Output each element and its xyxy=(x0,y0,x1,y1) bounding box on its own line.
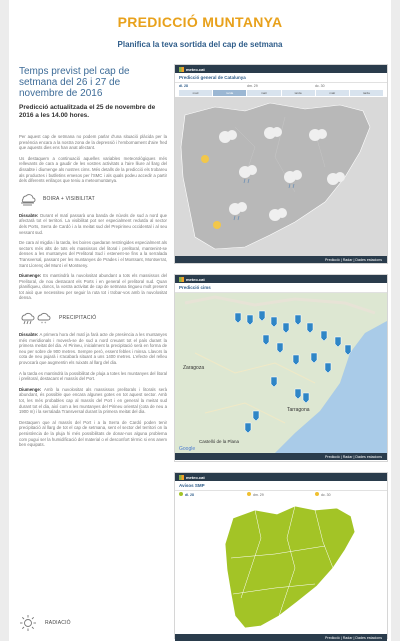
tab-period[interactable]: matí xyxy=(247,90,280,96)
alert-region-map xyxy=(175,498,387,634)
day-label: dl. 28 xyxy=(179,84,188,88)
widget-title: Avisos SMP xyxy=(175,481,387,491)
widget-topbar xyxy=(175,473,387,481)
section-paragraph: Destaquen que al massís del Port i a la Serra de Cardó poden tenir precipitació al llarg de tot el cap de setmana, sent el sector del territori on la persistència de la pluja hi més possibilitats de donar-nos alguna problema com pugui ser la humidificació del material o el desconfort tèrmic si ens anem ben equipats. xyxy=(19,419,167,448)
page-title: PREDICCIÓ MUNTANYA xyxy=(117,14,283,30)
alert-day-row xyxy=(175,491,387,498)
city-label: Zaragoza xyxy=(183,365,205,371)
widget-topbar xyxy=(175,65,387,73)
terrain-map xyxy=(175,293,387,453)
catalonia-map xyxy=(175,97,387,256)
alert-day[interactable]: dm. 29 xyxy=(247,492,315,497)
page xyxy=(9,0,391,641)
section-paragraph: Dissabte: A primera hora del matí ja farà acte de presència a les muntanyes més meridionals i moverà-se de sud a nord creuant tot el país durant la primera meitat del dia. Al Pirineu, inicialment la precipitació serà en forma de neu per sobre de 900 metres. Sempre però, essent febles i minsa. Llavors la cota de neu pujarà i s'acabarà situant a uns 1400 metres. L'efecte del relleu provocarà que augmentin els ruixats al llarg del dia. xyxy=(19,332,167,366)
section-paragraph: De cara al migdia i la tarda, les boires quedaran restringides especialment als sectors més alts de tots els massissos del litoral i prelitoral, mantenint-se denses a les muntanyes del Prelitoral Sud i estenent-se fins a la serralada Transversal, passant per les muntanyes de Prades i el Montsant, Montserrat, Sant Llorenç del Munt i el Montseny. xyxy=(19,240,167,268)
widget-title: Predicció general de Catalunya xyxy=(175,73,387,83)
alert-day[interactable]: dc. 30 xyxy=(315,492,383,497)
day-label: dm. 29 xyxy=(247,84,258,88)
section-header-rain xyxy=(19,309,167,327)
tab-period[interactable]: tarda xyxy=(213,90,246,96)
article xyxy=(19,66,167,453)
section-label: RADIACIÓ xyxy=(45,620,71,626)
alerts-map[interactable] xyxy=(175,498,387,634)
svg-text:* *: * * xyxy=(41,321,47,327)
fog-icon xyxy=(19,192,37,206)
intro-paragraph: Us destaquem a continuació aquelles variables meteorològiques més rellevants de cara a gaudir de les vostres activitats a l'aire lliure al llarg del dissabte i diumenge als nostres cims. Més detalls de la predicció els trobareu als productes i butlletins emesos per l'SMC i als quals podeu accedir a partir dels diferents enllaços que teniu a meteomuntanya. xyxy=(19,155,167,184)
section-paragraph: Diumenge: Amb la nuvolositat als massissos prelitorals i litorals serà abundant, és possible que encara algunes gotes en tot aquest sector. Amb tot, les més probables cap al massís del Port i en general la meitat sud durant tot el dia, així com a les muntanyes del Pirineu oriental (cota de neu a 1900 m) i la serralada Transversal durant la primera meitat del dia. xyxy=(19,386,167,415)
widget-title: Predicció cims xyxy=(175,283,387,293)
section-header-fog xyxy=(19,190,167,208)
forecast-map[interactable] xyxy=(175,97,387,256)
day-label: dc. 30 xyxy=(315,84,325,88)
page-subtitle: Planifica la teva sortida del cap de setmana xyxy=(117,40,283,49)
city-label: Castelló de la Plana xyxy=(199,439,240,444)
tab-period[interactable]: matí xyxy=(316,90,349,96)
section-paragraph: Dissabte: Durant el matí passarà una banda de núvols de sud a nord que afectarà tot el territori. La visibilitat pot ser especialment reduïda al sector dels Ports, Serra de Cardó i a la meitat sud del Prepirineu occidental i al seu vessant sud. xyxy=(19,212,167,235)
rain-icon xyxy=(19,310,53,326)
map-credit: Google xyxy=(179,446,196,452)
intro-paragraph: Per aquest cap de setmana no podem parlar d'una situació plàcida per la presència encara a la nostra zona de la depressió i l'embornament d'aire fred que aquests dies ens han anat afectant. xyxy=(19,134,167,151)
forecast-heading: Temps previst pel cap de setmana del 26 i 27 de novembre de 2016 xyxy=(19,66,130,99)
widget-footer[interactable]: Predicció | Radar | Dades estacions xyxy=(175,634,387,641)
alerts-widget xyxy=(174,472,388,639)
peaks-map[interactable] xyxy=(175,293,387,453)
tab-period[interactable]: tarda xyxy=(282,90,315,96)
widget-footer[interactable]: Predicció | Radar | Dades estacions xyxy=(175,256,387,263)
widget-topbar xyxy=(175,275,387,283)
forecast-widget xyxy=(174,64,388,264)
meteocat-logo: meteo.cat xyxy=(179,67,205,72)
widget-footer[interactable]: Predicció | Radar | Dades estacions xyxy=(175,453,387,460)
section-label: BOIRA + VISIBILITAT xyxy=(43,195,95,202)
period-tabs xyxy=(175,89,387,97)
city-label: Tarragona xyxy=(287,407,310,413)
updated-note: Predicció actualitzada el 25 de novembre de 2016 a les 14.00 hores. xyxy=(19,104,156,119)
meteocat-logo: meteo.cat xyxy=(179,277,205,282)
tab-period[interactable]: matí xyxy=(179,90,212,96)
section-paragraph: Diumenge: Es mantindrà la nuvolositat abundant a tots els massissos del Prelitoral, de nou destacant els Ports i en general el prelitoral sud. Quan planifiqueu, doncs, la vostra activitat de cap de setmana tingueu molt present tot això que necessiteu per seguir la ruta tot i trobar-vos amb la nuvolositat densa. xyxy=(19,273,167,301)
section-header-radiation xyxy=(19,614,71,632)
tab-period[interactable]: tarda xyxy=(350,90,383,96)
meteocat-logo: meteo.cat xyxy=(179,475,205,480)
section-label: PRECIPITACIÓ xyxy=(59,315,97,322)
alert-day[interactable]: dl. 28 xyxy=(179,492,247,497)
section-paragraph: A la tarda es mantindrà la possibilitat de pluja a totes les muntanyes del litoral i prelitoral, destacant el massís del Port. xyxy=(19,370,167,382)
sun-icon xyxy=(19,614,37,632)
peaks-widget xyxy=(174,274,388,462)
